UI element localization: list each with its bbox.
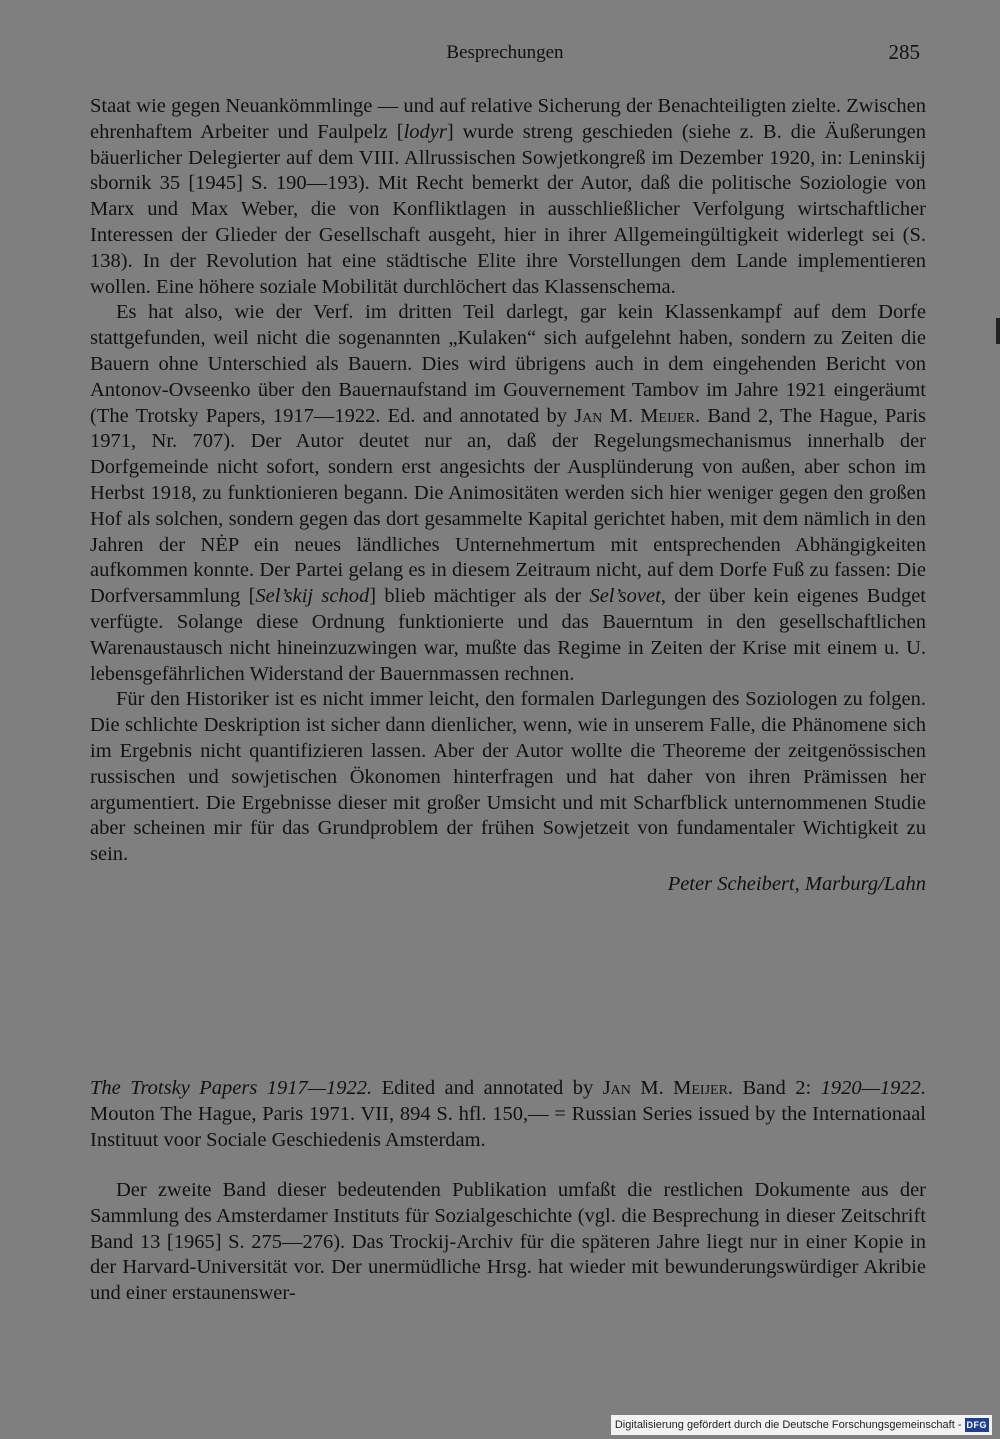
paragraph-2-text-b: . Band 2, The Hague, Paris 1971, Nr. 707). Der Autor deutet nur an, daß der Regelungsmechanismus innerhalb der Dorfgemeinde nicht sofort, sondern erst angesichts der Ausplünderung von außen, aber schon im Herbst 1918, zu funktionieren begann. Die Animositäten werden sich hier weniger gegen den großen Hof als solchen, sondern gegen das dort gesammelte Kapital gerichtet haben, mit dem nämlich in den Jahren der NĖP ein neues ländliches Unternehmertum mit entsprechenden Abhängigkeiten aufkommen konnte. Der Partei gelang es in diesem Zeitraum nicht, auf dem Dorfe Fuß zu fassen: Die Dorfversammlung [: [90, 404, 926, 608]
page-number: 285: [888, 40, 920, 64]
review-bibliographic-heading: [90, 1076, 926, 1153]
review-paragraph-1: Der zweite Band dieser bedeutenden Publikation umfaßt die restlichen Dokumente aus der Sammlung des Amsterdamer Instituts für Sozialgeschichte (vgl. die Besprechung in dieser Zeitschrift Band 13 [1965] S. 275—276). Das Trockij-Archiv für die späteren Jahre liegt nur in einer Kopie in der Harvard-Universität vor. Der unermüdliche Hrsg. hat wieder mit bewunderungswürdiger Akribie und einer erstaunenswer-: [90, 1179, 926, 1305]
citation-edited-by: Edited and annotated by: [372, 1077, 603, 1099]
citation-band-years: 1920—1922.: [820, 1077, 926, 1099]
paragraph-2: [90, 300, 926, 687]
running-title: Besprechungen: [446, 42, 564, 63]
paragraph-2-text-c: ] blieb mächtiger als der: [369, 585, 590, 608]
citation-editor: Jan M. Meijer: [602, 1077, 728, 1099]
citation-rest: Mouton The Hague, Paris 1971. VII, 894 S. hfl. 150,— = Russian Series issued by the Internationaal Instituut voor Sociale Geschiedenis Amsterdam.: [90, 1102, 926, 1151]
book-title: The Trotsky Papers 1917—1922.: [90, 1077, 373, 1099]
dfg-logo-icon: DFG: [966, 1420, 987, 1430]
review-body-text: [90, 1178, 926, 1307]
paragraph-1-text-a: Staat wie gegen Neuankömmlinge — und auf relative Sicherung der Benachteiligten zielte. Zwischen ehrenhaftem Arbeiter und Faulpelz [: [90, 95, 926, 143]
paragraph-2-text-d: , der über kein eigenes Budget verfügte. Solange diese Ordnung funktionierte und das Bauerntum in den gesellschaftlichen Warenaustausch nicht hineinzuzwingen war, mußte das Regime in Zeiten der Krise mit einem u. U. lebensgefährlichen Widerstand der Bauernmassen rechnen.: [90, 585, 926, 685]
paragraph-1-text-b: ] wurde streng geschieden (siehe z. B. die Äußerungen bäuerlicher Delegierter auf dem VIII. Allrussischen Sowjetkongreß im Dezember 1920, in: Leninskij sbornik 35 [1945] S. 190—193). Mit Recht bemerkt der Autor, daß die politische Soziologie von Marx und Max Weber, die von Konfliktlagen in ausschließlicher Verfolgung wirtschaftlicher Interessen der Glieder der Gesellschaft ausgeht, hier in ihrer Allgemeingültigkeit widerlegt sei (S. 138). In der Revolution hat eine städtische Elite ihre Vorstellungen dem Lande implementieren wollen. Eine höhere soziale Mobilität durchlöchert das Klassenschema.: [90, 120, 926, 298]
term-selsovet: Sel’sovet: [589, 585, 661, 608]
editor-name: Jan M. Meijer: [574, 404, 695, 427]
citation-band: . Band 2:: [727, 1077, 821, 1099]
citation: [90, 1076, 926, 1153]
reviewer-signature: Peter Scheibert, Marburg/Lahn: [667, 872, 926, 895]
credit-text: Digitalisierung gefördert durch die Deutsche Forschungsgemeinschaft -: [614, 1419, 962, 1431]
paragraph-3: Für den Historiker ist es nicht immer leicht, den formalen Darlegungen des Soziologen zu folgen. Die schlichte Deskription ist sicher dann dienlicher, wenn, wie in unserem Falle, die Phänomene sich im Ergebnis nicht quantifizieren lassen. Aber der Autor wollte die Theoreme der zeitgenössischen russischen und sowjetischen Ökonomen hinterfragen und hat daher von ihren Prämissen her argumentiert. Die Ergebnisse dieser mit großer Umsicht und mit Scharfblick unternommenen Studie aber scheinen mir für das Grundproblem der frühen Sowjetzeit von fundamentaler Wichtigkeit zu sein.: [90, 688, 926, 866]
scan-edge-mark: [996, 318, 1000, 344]
term-lodyr: lodyr: [403, 120, 447, 143]
digitization-credit: [611, 1415, 992, 1435]
continued-review-text: [90, 94, 926, 898]
paragraph-2-text-a: Es hat also, wie der Verf. im dritten Teil darlegt, gar kein Klassenkampf auf dem Dorfe stattgefunden, weil nicht die sogenannten „Kulaken“ sich aufgelehnt haben, sondern zu Zeiten die Bauern ohne Unterschied als Bauern. Dies wird übrigens auch in dem eingehenden Bericht von Antonov-Ovseenko über den Bauernaufstand im Gouvernement Tambov im Jahre 1921 eingeräumt (The Trotsky Papers, 1917—1922. Ed. and annotated by: [90, 301, 926, 427]
paragraph-1: [90, 94, 926, 300]
term-selskij-schod: Sel’skij schod: [255, 585, 370, 608]
running-header: [90, 40, 920, 68]
